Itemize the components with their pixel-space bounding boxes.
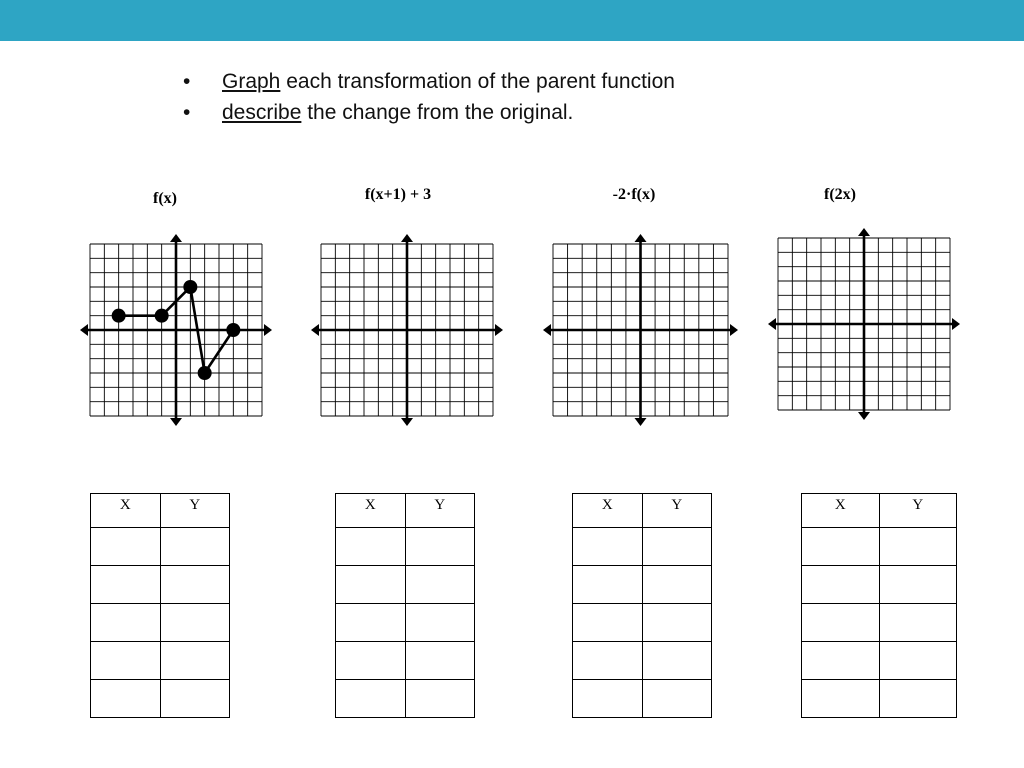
x-axis-arrow-right xyxy=(495,324,503,336)
x-cell[interactable] xyxy=(336,528,406,566)
y-axis-arrow-down xyxy=(635,418,647,426)
function-point xyxy=(183,280,197,294)
x-cell[interactable] xyxy=(336,680,406,718)
x-header: X xyxy=(336,494,406,528)
y-axis-arrow-up xyxy=(635,234,647,242)
x-cell[interactable] xyxy=(336,604,406,642)
y-axis-arrow-down xyxy=(858,412,870,420)
y-cell[interactable] xyxy=(405,642,475,680)
graph-label-scale: -2·f(x) xyxy=(612,186,656,203)
xy-table-compress xyxy=(801,493,957,718)
y-cell[interactable] xyxy=(405,604,475,642)
y-header: Y xyxy=(405,494,475,528)
x-cell[interactable] xyxy=(802,642,880,680)
x-axis-arrow-left xyxy=(543,324,551,336)
x-cell[interactable] xyxy=(91,680,161,718)
x-cell[interactable] xyxy=(573,528,643,566)
y-cell[interactable] xyxy=(160,528,230,566)
x-axis-arrow-right xyxy=(952,318,960,330)
y-cell[interactable] xyxy=(642,528,712,566)
x-cell[interactable] xyxy=(802,528,880,566)
y-axis-arrow-up xyxy=(401,234,413,242)
x-header: X xyxy=(573,494,643,528)
x-cell[interactable] xyxy=(573,642,643,680)
xy-table-scale xyxy=(572,493,712,718)
function-point xyxy=(226,323,240,337)
y-cell[interactable] xyxy=(879,604,957,642)
x-cell[interactable] xyxy=(91,566,161,604)
y-cell[interactable] xyxy=(642,642,712,680)
graph-label-fx: f(x) xyxy=(153,190,177,207)
x-axis-arrow-right xyxy=(264,324,272,336)
instruction-text: each transformation of the parent function xyxy=(280,70,675,93)
y-cell[interactable] xyxy=(405,566,475,604)
y-cell[interactable] xyxy=(879,566,957,604)
x-cell[interactable] xyxy=(91,528,161,566)
instruction-item xyxy=(180,97,675,128)
coordinate-grid-compress[interactable] xyxy=(772,230,958,416)
y-cell[interactable] xyxy=(642,604,712,642)
y-cell[interactable] xyxy=(160,566,230,604)
y-cell[interactable] xyxy=(405,680,475,718)
x-cell[interactable] xyxy=(802,566,880,604)
y-axis-arrow-up xyxy=(858,228,870,236)
y-header: Y xyxy=(879,494,957,528)
xy-table-shift xyxy=(335,493,475,718)
x-cell[interactable] xyxy=(573,680,643,718)
x-cell[interactable] xyxy=(91,642,161,680)
y-cell[interactable] xyxy=(642,680,712,718)
y-cell[interactable] xyxy=(160,680,230,718)
x-header: X xyxy=(802,494,880,528)
x-cell[interactable] xyxy=(802,680,880,718)
x-axis-arrow-left xyxy=(768,318,776,330)
x-axis-arrow-left xyxy=(80,324,88,336)
instruction-keyword: Graph xyxy=(222,70,281,93)
x-cell[interactable] xyxy=(573,566,643,604)
y-cell[interactable] xyxy=(160,604,230,642)
y-cell[interactable] xyxy=(879,528,957,566)
instructions-list xyxy=(180,66,675,128)
x-cell[interactable] xyxy=(336,566,406,604)
xy-table-fx xyxy=(90,493,230,718)
y-cell[interactable] xyxy=(405,528,475,566)
coordinate-grid-scale[interactable] xyxy=(547,236,732,422)
y-header: Y xyxy=(160,494,230,528)
x-axis-arrow-left xyxy=(311,324,319,336)
function-point xyxy=(155,309,169,323)
coordinate-grid-shift[interactable] xyxy=(315,236,498,422)
x-axis-arrow-right xyxy=(730,324,738,336)
x-cell[interactable] xyxy=(802,604,880,642)
graph-label-shift: f(x+1) + 3 xyxy=(364,186,432,203)
y-axis-arrow-down xyxy=(401,418,413,426)
instruction-keyword: describe xyxy=(222,101,302,124)
instruction-item xyxy=(180,66,675,97)
function-point xyxy=(112,309,126,323)
x-cell[interactable] xyxy=(336,642,406,680)
y-axis-arrow-up xyxy=(170,234,182,242)
x-cell[interactable] xyxy=(573,604,643,642)
y-axis-arrow-down xyxy=(170,418,182,426)
graph-label-compress: f(2x) xyxy=(824,186,856,203)
y-header: Y xyxy=(642,494,712,528)
function-point xyxy=(198,366,212,380)
y-cell[interactable] xyxy=(879,680,957,718)
y-cell[interactable] xyxy=(642,566,712,604)
y-cell[interactable] xyxy=(160,642,230,680)
y-cell[interactable] xyxy=(879,642,957,680)
instruction-text: the change from the original. xyxy=(301,101,574,124)
header-bar xyxy=(0,0,1024,41)
coordinate-grid-fx[interactable] xyxy=(85,236,265,422)
x-cell[interactable] xyxy=(91,604,161,642)
x-header: X xyxy=(91,494,161,528)
